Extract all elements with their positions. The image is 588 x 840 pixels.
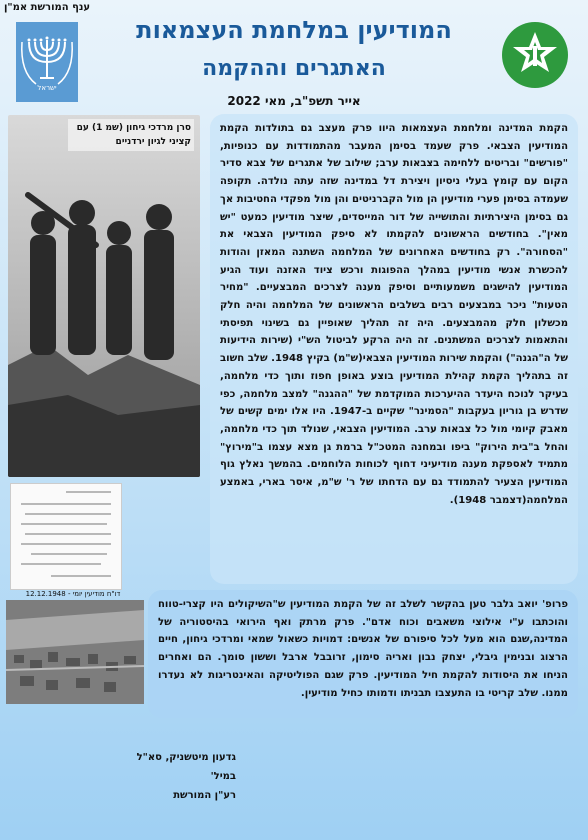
publication-date: אייר תשפ"ב, מאי 2022 (227, 94, 361, 108)
quote-paragraph: פרופ' יואב גלבר טען בהקשר לשלב זה של הקמת המודיעין ש"השיקולים היו קצרי-טווח והוכתבו ע"י אילוצי משאבים וכוח אדם". פרק מרתק ואף הירואי בהיסטוריה של המדינה,שגם הוא מעל לכל סיפורם של אנשים: דמויות כשאול שמאי ומרדכי גיחון, חיים הרצוג ובנימין גיבלי, יצחק נבון ואריה סימון, זרובבל ארבל וששון סומך. הם ואחרים הניחו את היסודות להקמת חיל המודיעין. פרק שגם הפוליטיקה והאינטריגות לא נעדרו ממנו. שלב קריטי בו התעצבו תבניתו ודמותו כחיל מודיעין. (158, 599, 568, 699)
emblem-label: ישראל (37, 84, 57, 92)
photo-caption: סרן מרדכי גיחון (שמ 1) עם קציני לגיון ירדניים (68, 119, 194, 151)
page-subtitle: האתגרים וההקמה (202, 56, 386, 81)
intelligence-corps-logo-icon (500, 20, 570, 90)
quote-box (148, 590, 578, 718)
author-role: רע"ן המורשת (173, 790, 236, 801)
main-paragraph: הקמת המדינה ומלחמת העצמאות היוו פרק מעצב גם בתולדות הקמת המודיעין הצבאי. פרק שעמד בסימן המעבר מהתמודדות עם כנופיות, "פורשים" ובריטים ללחימה בצבאות ערב; שילוב של אתגרים של צבא סדיר הקום עם קומץ בעלי ניסיון ויצירת דל במדינה שזה עתה נולדה. תקופה שעמדה בסימן פערי מודיעין הן מול הקברניטים והן מול מפקדי החטיבות אך גם בסימן היצירתיות והתושייה של דור המייסדים, שיצר מודיעין כמעט "יש מאין". בחודשים הראשונים להקמתו לא סיפק המודיעין הצבאי את "הסחורה". רק בחודשים האחרונים של המלחמה השתנה המאזן והודות להכשרת אנשי מודיעין במהלך ההפוגות ורכש ציוד האזנה ועוד הגיע המודיעין להישגים משמעותיים וסיפק מענה לצרכים המבצעיים. "מחיר הטעות" ניכר במבצעים רבים בשלבים הראשונים של המלחמה והיה חלק מכשלון חלק מהמבצעים. היה זה תהליך שאופיין גם בשינוי תפיסתי והתאמות לצרכים המשתנים. זה היה הרקע לביטול הש"י (שירות הידיעות של ה"הגנה") והקמת שירות המודיעין הצבאי(ש"מ) בקיץ 1948. שלב חשוב זה בתהליך הקמת קהילת המודיעין בוצע באופן חפוז ותוך כדי מלחמה, בעיקר לנוכח היעדר ההיערכות המוקדמת של "ההגנה" למצב מלחמה, כפי שדרש בן גוריון בעקבות "הסמינר" שקיים ב-1947. היו אלו ימים קשים של מאבק קיומי מול כל צבאות ערב. המודיעין הצבאי, שנולד תוך כדי מלחמה, והחל ב"בית הירוק" ביפו ובמחנה המטכ"ל ברמת גן מצא עצמו ב"מירוץ" מתמיד לאספקת מענה מודיעיני דחוף לכוחות הלוחמים. בהמשך נאלץ גוף המודיעין הצעיר להתמודד גם עם הדחתו של ר' ש"מ, איסר בארי, באמצע המלחמה(דצמבר 1948). (219, 123, 568, 506)
page-title: המודיעין במלחמת העצמאות (136, 16, 452, 44)
main-article-text (210, 114, 578, 584)
historical-photo (8, 115, 200, 477)
branch-name: ענף המורשת אמ"ן (4, 2, 91, 13)
document-caption: דו"ח מודיעין יומי - 12.12.1948 (25, 590, 121, 598)
author-name: גדעון מיטשניק, סא"ל במיל' (136, 752, 236, 782)
aerial-photo (6, 600, 144, 704)
author-signature (116, 748, 236, 805)
intelligence-report-image (10, 483, 122, 590)
